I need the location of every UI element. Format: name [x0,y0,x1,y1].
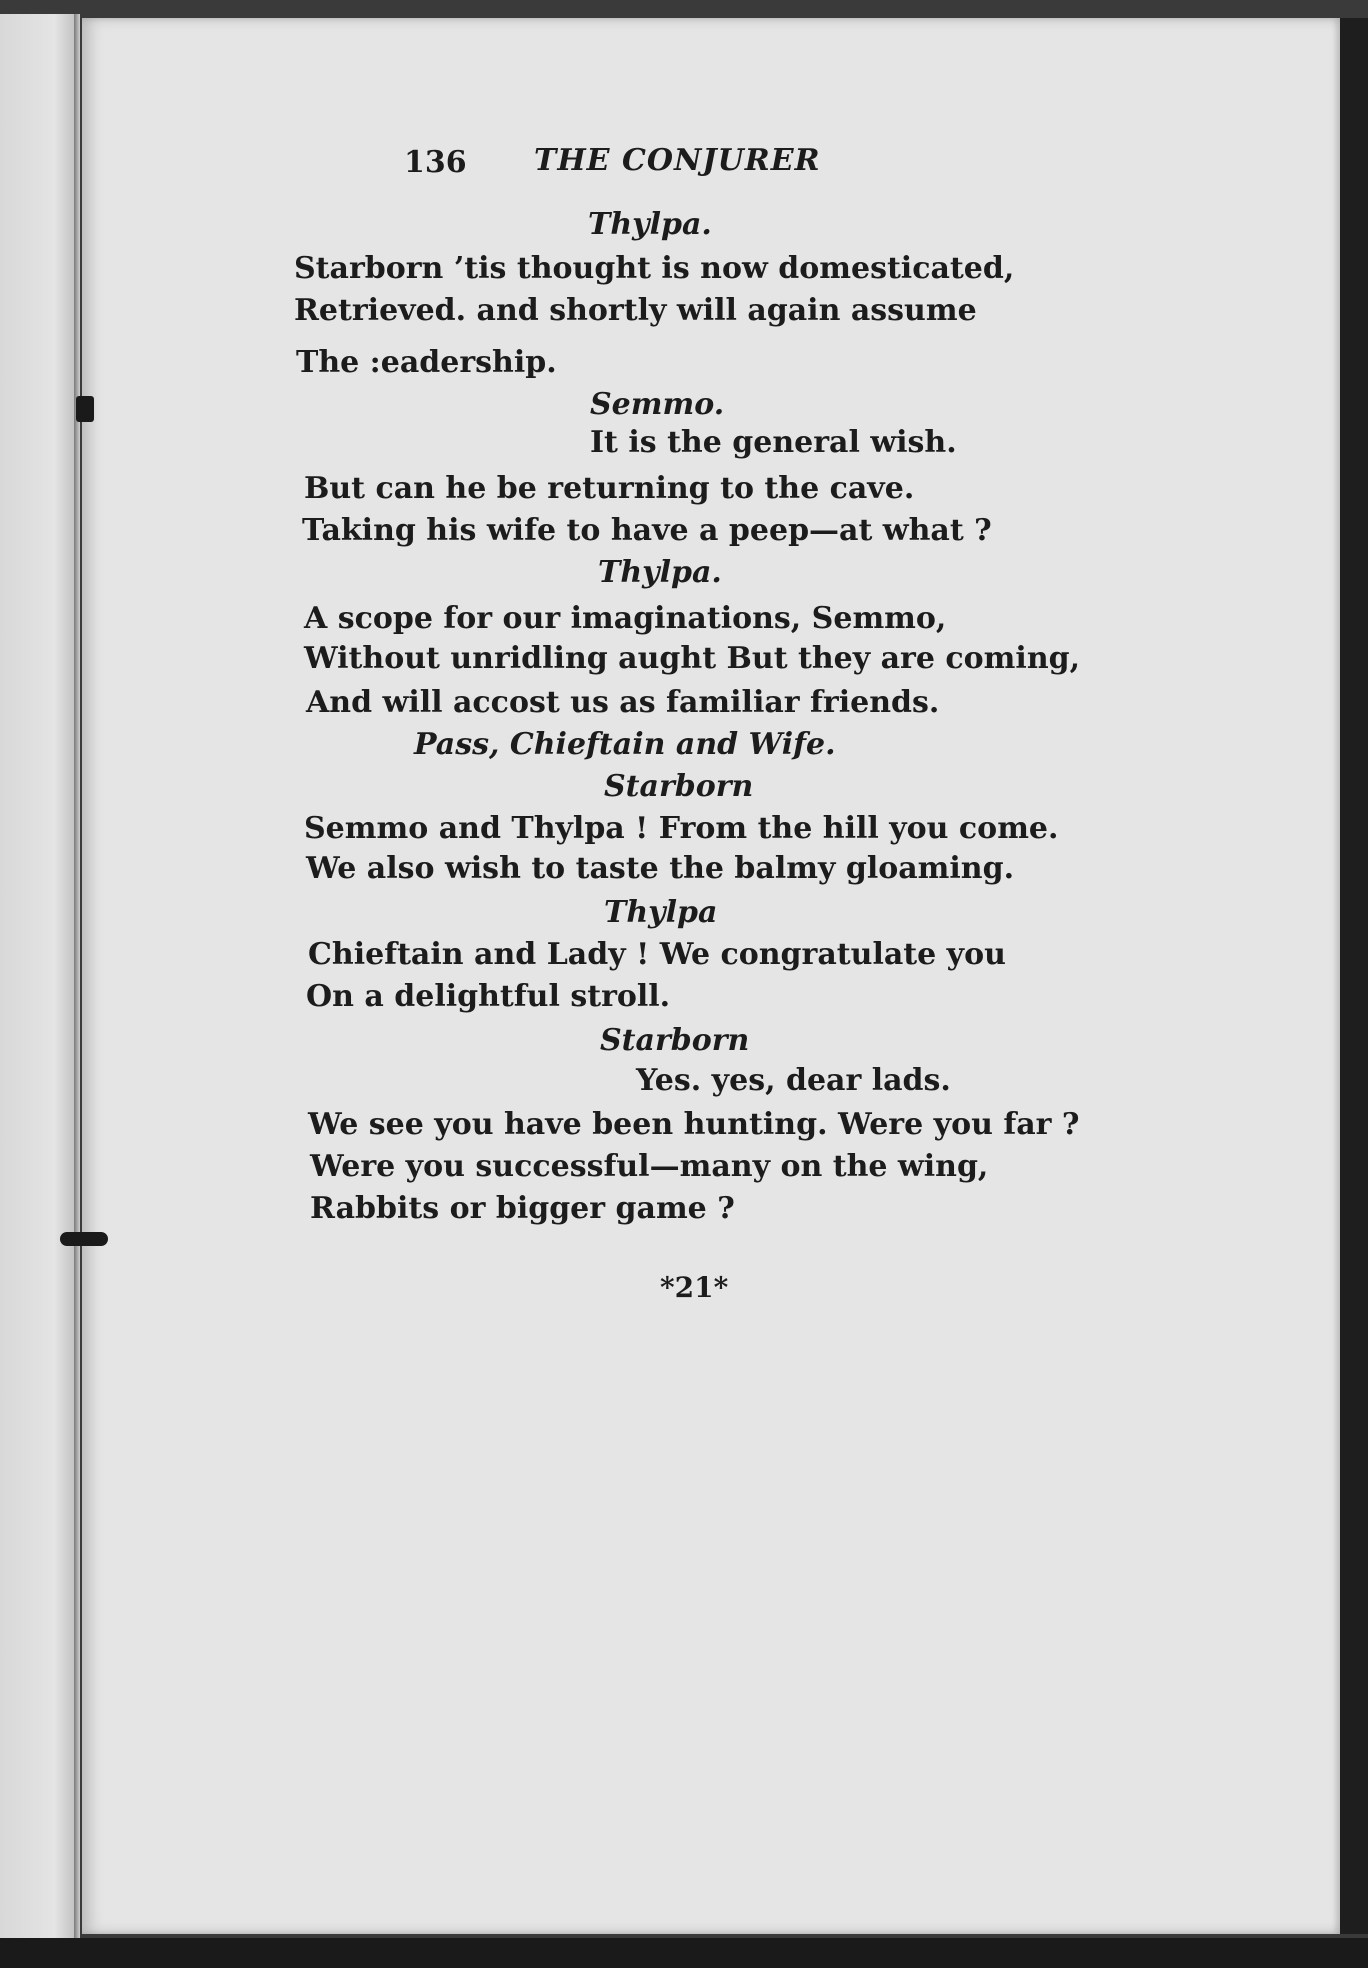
verse-line: A scope for our imaginations, Semmo, [304,601,947,636]
verse-line: Semmo and Thylpa ! From the hill you come. [304,811,1059,846]
book-spine [74,14,80,1944]
verse-line: Were you successful—many on the wing, [310,1149,989,1184]
binding-thread-mark [76,396,94,422]
verse-line: We also wish to taste the balmy gloaming. [306,851,1015,886]
verse-line: But can he be returning to the cave. [304,471,915,506]
verse-line: Yes. yes, dear lads. [636,1063,951,1098]
page-number: 136 [404,145,467,180]
left-page-edge [0,14,78,1944]
speaker-name: Thylpa. [598,555,722,590]
verse-line: It is the general wish. [590,425,957,460]
verse-line: Chieftain and Lady ! We congratulate you [308,937,1006,972]
speaker-name: Thylpa [604,895,718,930]
speaker-name: Starborn [600,1023,750,1058]
verse-line: On a delightful stroll. [306,979,671,1014]
verse-line: Retrieved. and shortly will again assume [294,293,977,328]
verse-line: Rabbits or bigger game ? [310,1191,735,1226]
right-page-edge [1340,18,1368,1934]
signature-mark: *21* [660,1271,729,1304]
binding-thread-mark [60,1232,108,1246]
verse-line: We see you have been hunting. Were you far ? [308,1107,1080,1142]
verse-line: Without unridling aught But they are coming, [304,641,1081,676]
speaker-name: Semmo. [590,387,725,422]
bottom-page-edge [0,1938,1368,1968]
running-title: THE CONJURER [534,143,821,178]
verse-line: And will accost us as familiar friends. [306,685,940,720]
speaker-name: Thylpa. [588,207,712,242]
speaker-name: Starborn [604,769,754,804]
verse-line: The :eadership. [296,345,557,380]
stage-direction: Pass, Chieftain and Wife. [414,727,836,762]
verse-line: Starborn ’tis thought is now domesticated, [294,251,1015,286]
verse-line: Taking his wife to have a peep—at what ? [302,513,992,548]
